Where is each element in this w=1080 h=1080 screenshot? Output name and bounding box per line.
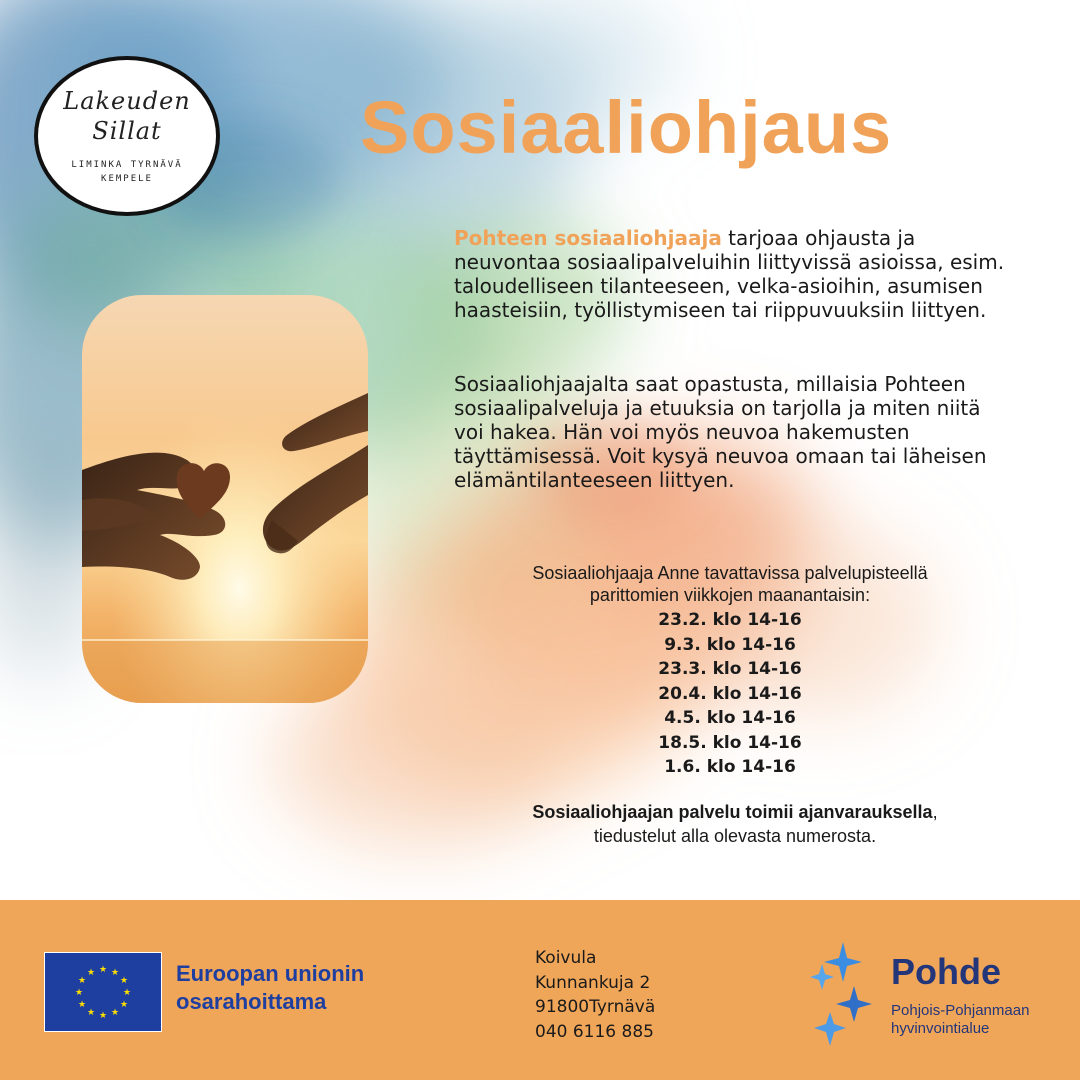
svg-text:★: ★ xyxy=(110,1008,120,1018)
pohde-subtitle xyxy=(891,1002,1071,1038)
intro-paragraph xyxy=(454,226,1014,322)
footer-bar xyxy=(0,900,1080,1080)
svg-text:★: ★ xyxy=(122,988,132,998)
booking-note-line2: tiedustelut alla olevasta numerosta. xyxy=(593,826,877,846)
lakeuden-sillat-logo xyxy=(34,56,220,216)
hands-heart-sunset-photo xyxy=(82,295,368,703)
logo-script-line1: Lakeuden xyxy=(63,87,191,115)
eu-funding-line1: Euroopan unionin xyxy=(176,961,365,986)
schedule-date: 20.4. klo 14-16 xyxy=(658,683,802,704)
eu-flag-icon xyxy=(44,952,162,1032)
svg-text:★: ★ xyxy=(77,976,87,986)
booking-note xyxy=(440,800,1030,848)
pohde-wordmark: Pohde xyxy=(891,951,1002,992)
booking-note-bold: Sosiaaliohjaajan palvelu toimii ajanvarauksella xyxy=(532,802,933,822)
logo-script-line2: Sillat xyxy=(92,117,162,145)
info-paragraph: Sosiaaliohjaajalta saat opastusta, millaisia Pohteen sosiaalipalveluja ja etuuksia on tarjolla ja miten niitä voi hakea. Hän voi myös neuvoa hakemusten täyttämisessä. Voit kysyä neuvoa omaan tai läheisen elämäntilanteeseen liittyen. xyxy=(454,372,987,492)
svg-text:★: ★ xyxy=(77,1000,87,1010)
logo-towns-line1: LIMINKA TYRNÄVÄ xyxy=(71,160,183,170)
svg-text:★: ★ xyxy=(86,968,96,978)
page-title: Sosiaaliohjaus xyxy=(360,86,893,169)
schedule-date: 18.5. klo 14-16 xyxy=(658,732,802,753)
svg-text:★: ★ xyxy=(119,976,129,986)
eu-funding-line2: osarahoittama xyxy=(176,989,327,1014)
schedule-date: 9.3. klo 14-16 xyxy=(664,634,796,655)
svg-text:★: ★ xyxy=(98,1011,108,1021)
intro-rest: tarjoaa ohjausta ja neuvontaa sosiaalipalveluihin liittyvissä asioissa, esim. taloudelliseen tilanteeseen, velka-asioihin, asumisen haasteisiin, työllistymiseen tai riippuvuuksiin liittyen. xyxy=(454,226,1005,322)
address-line-name: Koivula xyxy=(535,948,597,968)
schedule-date: 4.5. klo 14-16 xyxy=(664,708,796,728)
schedule-date: 23.2. klo 14-16 xyxy=(658,610,802,630)
eu-funding-text xyxy=(176,960,364,1016)
logo-towns-line2: KEMPELE xyxy=(101,174,153,184)
pohde-subtitle-line2: hyvinvointialue xyxy=(891,1020,990,1037)
svg-text:★: ★ xyxy=(110,968,120,978)
address-line-postal: 91800Tyrnävä xyxy=(535,997,656,1017)
schedule-lead-line1: Sosiaaliohjaaja Anne tavattavissa palvelupisteellä xyxy=(532,563,928,583)
address-line-street: Kunnankuja 2 xyxy=(535,972,651,993)
intro-highlight: Pohteen sosiaaliohjaaja xyxy=(454,226,722,250)
pohde-subtitle-line1: Pohjois-Pohjanmaan xyxy=(891,1002,1030,1019)
schedule-dates-list xyxy=(440,608,1020,780)
schedule-lead-line2: parittomien viikkojen maanantaisin: xyxy=(589,585,871,605)
address-block xyxy=(535,946,655,1044)
svg-text:★: ★ xyxy=(74,988,84,998)
schedule-date: 1.6. klo 14-16 xyxy=(664,757,796,777)
address-line-phone[interactable]: 040 6116 885 xyxy=(535,1021,654,1042)
schedule-date: 23.3. klo 14-16 xyxy=(658,659,802,679)
pohde-star-icon xyxy=(810,942,876,1050)
svg-text:★: ★ xyxy=(86,1008,96,1018)
svg-text:★: ★ xyxy=(98,965,108,975)
schedule-section xyxy=(440,562,1020,780)
svg-text:★: ★ xyxy=(119,1000,129,1010)
booking-note-comma: , xyxy=(932,802,938,822)
